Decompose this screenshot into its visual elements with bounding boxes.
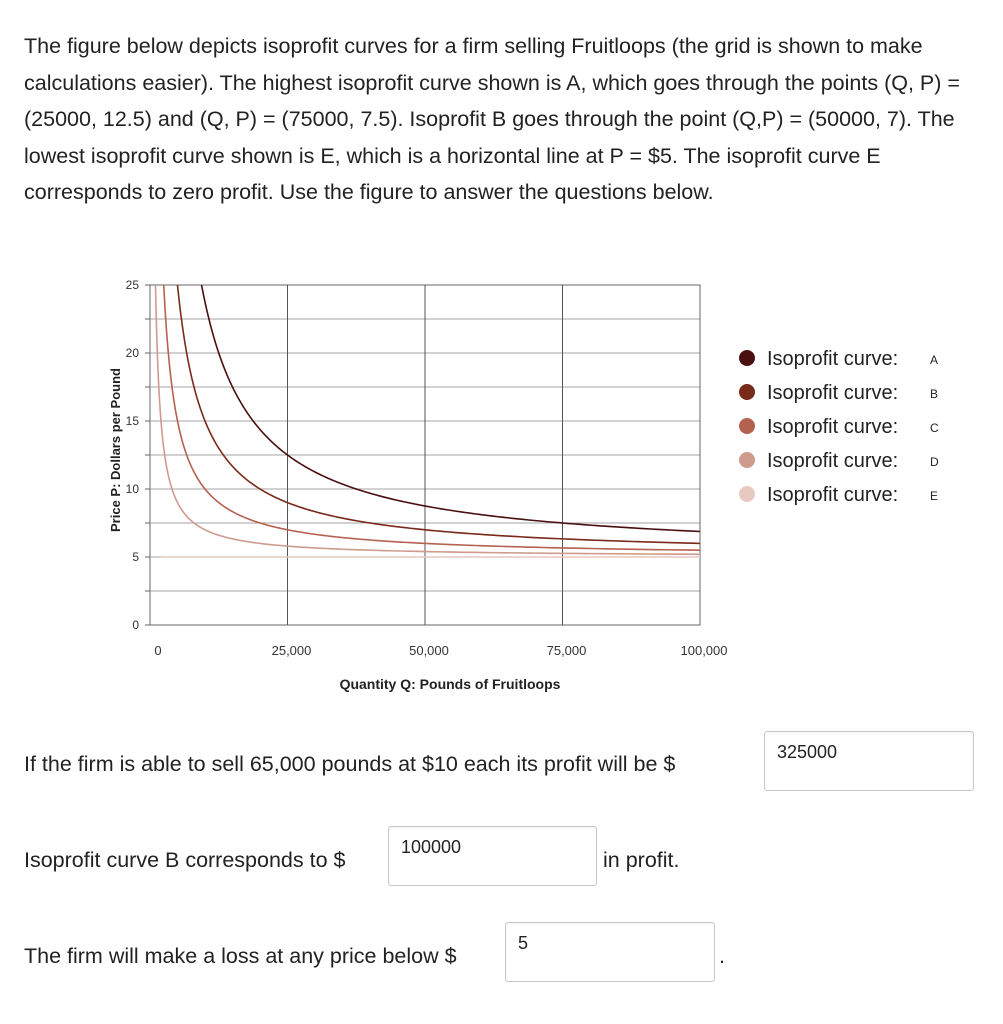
legend-label-b: Isoprofit curve: bbox=[767, 382, 899, 404]
x-tick-label: 50,000 bbox=[409, 643, 449, 658]
question-3 bbox=[24, 944, 457, 969]
question-2 bbox=[24, 848, 345, 873]
profit-answer-value: 325000 bbox=[777, 742, 838, 762]
question-3-suffix bbox=[719, 944, 725, 969]
y-axis-label: Price P: Dollars per Pound bbox=[108, 368, 123, 532]
legend-label-d: Isoprofit curve: bbox=[767, 450, 899, 472]
x-tick-label: 100,000 bbox=[680, 643, 728, 658]
legend-swatch-b bbox=[739, 384, 755, 400]
curve-b-profit-input[interactable] bbox=[388, 826, 597, 886]
legend-swatch-e bbox=[739, 486, 755, 502]
legend-label-e: Isoprofit curve: bbox=[767, 484, 899, 506]
x-tick-label: 75,000 bbox=[546, 643, 587, 658]
question-3-suffix-text: . bbox=[719, 944, 725, 968]
x-tick-label: 0 bbox=[154, 643, 162, 658]
legend bbox=[739, 348, 939, 506]
loss-price-value: 5 bbox=[518, 933, 529, 953]
question-2-text: Isoprofit curve B corresponds to $ bbox=[24, 848, 346, 872]
question-1-text: If the firm is able to sell 65,000 pounds at $10 each its profit will be $ bbox=[24, 752, 676, 776]
legend-swatch-c bbox=[739, 418, 755, 434]
y-tick-label: 10 bbox=[125, 482, 139, 496]
question-2-suffix bbox=[603, 848, 679, 873]
isoprofit-chart bbox=[0, 270, 1003, 710]
curve-b-profit-value: 100000 bbox=[401, 837, 462, 857]
question-3-text: The firm will make a loss at any price below $ bbox=[24, 944, 457, 968]
legend-label-a: Isoprofit curve: bbox=[767, 348, 899, 370]
profit-answer-input[interactable] bbox=[764, 731, 974, 791]
loss-price-input[interactable] bbox=[505, 922, 715, 982]
question-1 bbox=[24, 752, 675, 777]
x-axis-label: Quantity Q: Pounds of Fruitloops bbox=[339, 676, 561, 692]
legend-key-c: C bbox=[930, 421, 939, 435]
legend-swatch-d bbox=[739, 452, 755, 468]
legend-key-b: B bbox=[930, 387, 939, 401]
legend-label-c: Isoprofit curve: bbox=[767, 416, 899, 438]
y-tick-label: 5 bbox=[132, 550, 139, 564]
y-tick-label: 0 bbox=[132, 618, 139, 632]
question-2-suffix-text: in profit. bbox=[603, 848, 680, 872]
y-tick-label: 15 bbox=[125, 414, 139, 428]
y-tick-label: 25 bbox=[125, 278, 139, 292]
x-tick-label: 25,000 bbox=[271, 643, 312, 658]
legend-key-e: E bbox=[930, 489, 939, 503]
legend-swatch-a bbox=[739, 350, 755, 366]
legend-key-a: A bbox=[930, 353, 939, 367]
y-tick-label: 20 bbox=[125, 346, 139, 360]
intro-paragraph: The figure below depicts isoprofit curves for a firm selling Fruitloops (the grid is shown to make calculations easier). The highest isoprofit curve shown is A, which goes through the points (Q, P) = (25000, 12.5) and (Q, P) = (75000, 7.5). Isoprofit B goes through the point (Q,P) = (50000, 7). The lowest isoprofit curve shown is E, which is a horizontal line at P = $5. The isoprofit curve E corresponds to zero profit. Use the figure to answer the questions below. bbox=[24, 34, 960, 204]
legend-key-d: D bbox=[930, 455, 939, 469]
